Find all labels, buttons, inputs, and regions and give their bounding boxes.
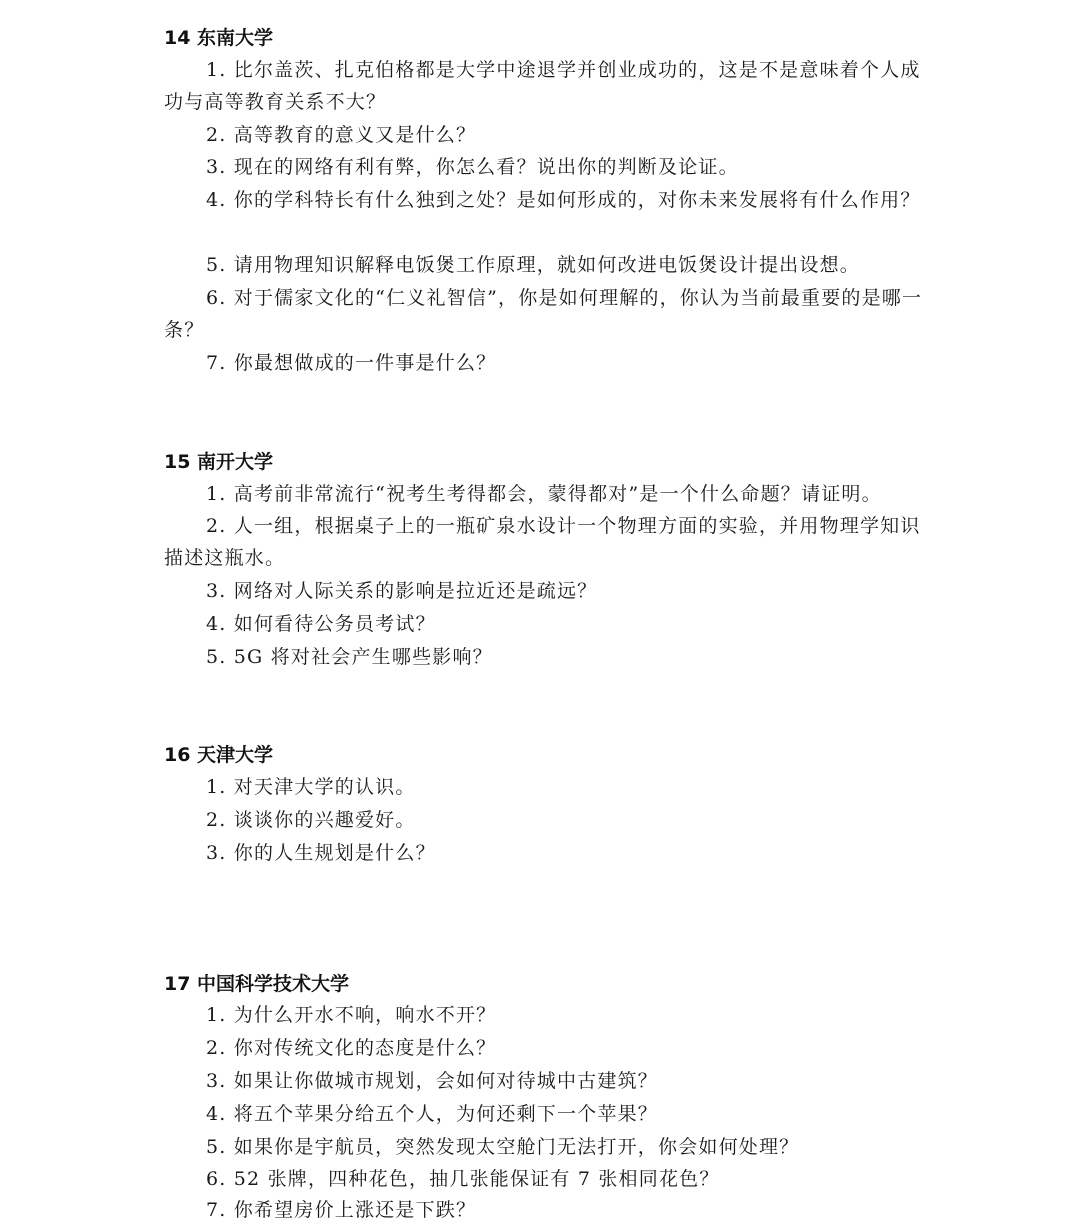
question-item: 2. 人一组，根据桌子上的一瓶矿泉水设计一个物理方面的实验，并用物理学知识描述这瓶水。 xyxy=(164,515,921,569)
question-item: 4. 如何看待公务员考试？ xyxy=(206,613,436,635)
section-heading: 14 东南大学 xyxy=(164,27,274,49)
question-item: 3. 你的人生规划是什么？ xyxy=(206,842,436,864)
question-item: 5. 请用物理知识解释电饭煲工作原理，就如何改进电饭煲设计提出设想。 xyxy=(206,254,860,276)
question-item: 2. 谈谈你的兴趣爱好。 xyxy=(206,809,416,831)
question-item: 1. 对天津大学的认识。 xyxy=(206,776,416,798)
question-item: 6. 对于儒家文化的“仁义礼智信”，你是如何理解的，你认为当前最重要的是哪一条？ xyxy=(164,287,923,341)
question-item: 3. 现在的网络有利有弊，你怎么看？说出你的判断及论证。 xyxy=(206,156,739,178)
question-item: 3. 网络对人际关系的影响是拉近还是疏远？ xyxy=(206,580,598,602)
section-heading: 16 天津大学 xyxy=(164,744,274,766)
question-item: 1. 高考前非常流行“祝考生考得都会，蒙得都对”是一个什么命题？请证明。 xyxy=(206,483,882,505)
question-item: 1. 比尔盖茨、扎克伯格都是大学中途退学并创业成功的，这是不是意味着个人成功与高等教育关系不大？ xyxy=(164,59,921,113)
question-item: 1. 为什么开水不响，响水不开？ xyxy=(206,1004,497,1026)
question-item: 6. 52 张牌，四种花色，抽几张能保证有 7 张相同花色？ xyxy=(206,1168,720,1190)
question-item: 3. 如果让你做城市规划，会如何对待城中古建筑？ xyxy=(206,1070,658,1092)
question-item: 2. 高等教育的意义又是什么？ xyxy=(206,124,477,146)
section-heading: 17 中国科学技术大学 xyxy=(164,973,350,995)
question-item: 4. 将五个苹果分给五个人，为何还剩下一个苹果？ xyxy=(206,1103,658,1125)
question-item: 4. 你的学科特长有什么独到之处？是如何形成的，对你未来发展将有什么作用？ xyxy=(206,189,921,211)
question-item: 7. 你最想做成的一件事是什么？ xyxy=(206,352,497,374)
question-item: 2. 你对传统文化的态度是什么？ xyxy=(206,1037,497,1059)
question-item: 5. 5G 将对社会产生哪些影响？ xyxy=(206,646,493,668)
question-item: 7. 你希望房价上涨还是下跌？ xyxy=(206,1199,477,1221)
question-item: 5. 如果你是宇航员，突然发现太空舱门无法打开，你会如何处理？ xyxy=(206,1136,800,1158)
section-heading: 15 南开大学 xyxy=(164,451,274,473)
